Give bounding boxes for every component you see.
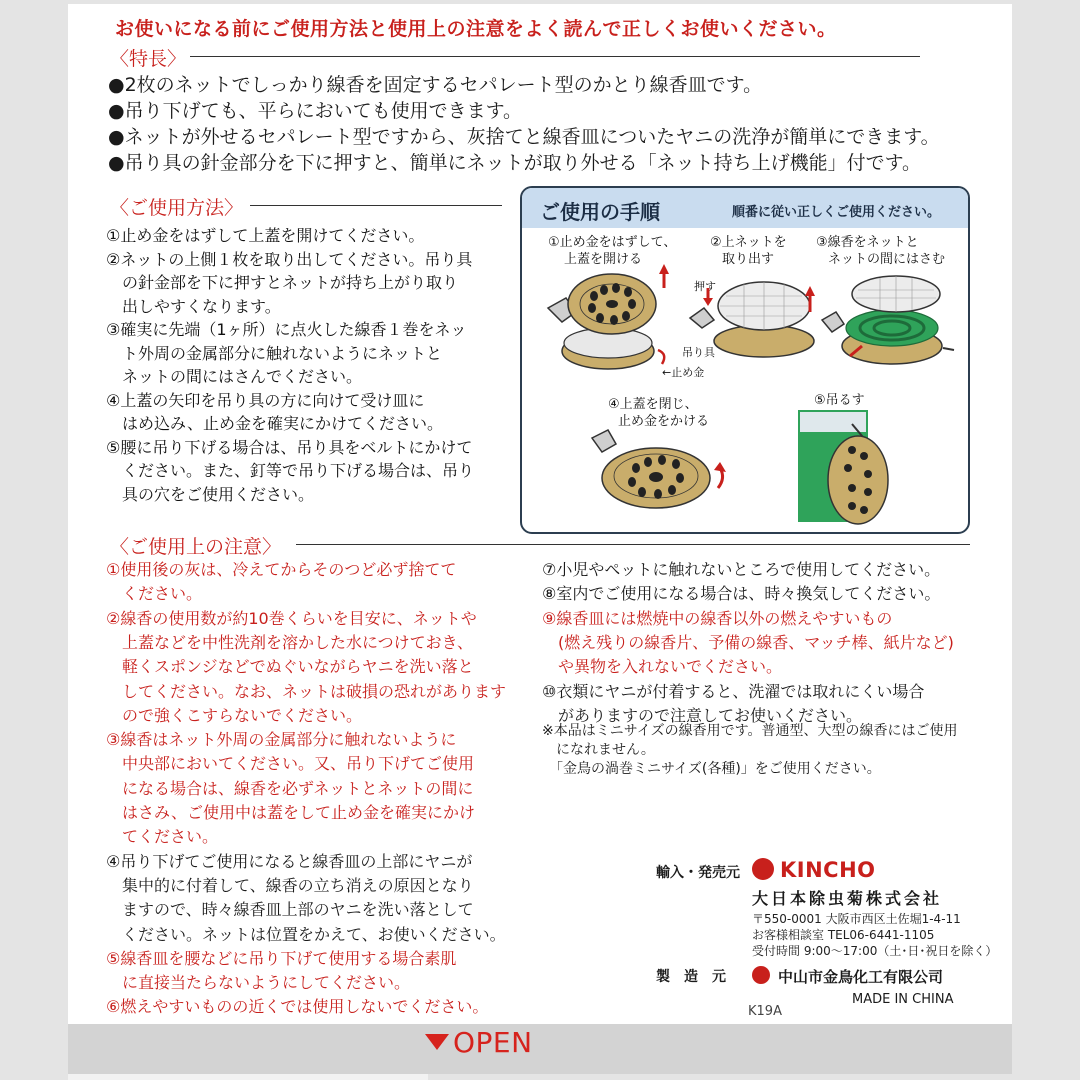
maker-label: 製 造 元 (656, 969, 726, 985)
caution-item: してください。なお、ネットは破損の恐れがあります (106, 681, 507, 701)
usage-line: ネットの間にはさんでください。 (106, 367, 363, 386)
usage-line: ください。また、釘等で吊り下げる場合は、吊り (106, 461, 475, 480)
usage-line: はめ込み、止め金を確実にかけてください。 (106, 414, 443, 433)
hanger-label: 吊り具 (682, 346, 715, 359)
usage-line: ⑤腰に吊り下げる場合は、吊り具をベルトにかけて (106, 437, 473, 457)
features-rule (190, 56, 920, 57)
step2-caption-line2: 取り出す (722, 252, 775, 267)
step2-caption-line1: ②上ネットを (710, 235, 787, 250)
usage-line: ③確実に先端（1ヶ所）に点火した線香１巻をネッ (106, 320, 467, 339)
usage-line: の針金部を下に押すとネットが持ち上がり取り (106, 273, 459, 292)
caution-item: ③線香はネット外周の金属部分に触れないように (106, 730, 457, 750)
step4-caption-line1: ④上蓋を閉じ、 (608, 397, 698, 412)
caution-item: ⑦小児やペットに触れないところで使用してください。 (542, 560, 941, 579)
caution-item: ください。ネットは位置をかえて、お使いください。 (106, 924, 506, 944)
step3-caption-line1: ③線香をネットと (816, 235, 919, 250)
caution-item: ②線香の使用数が約10巻くらいを目安に、ネットや (106, 608, 477, 628)
clasp-label: ←止め金 (662, 366, 705, 379)
caution-item: や異物を入れないでください。 (542, 657, 783, 677)
note-line: 「金鳥の渦巻ミニサイズ(各種)」をご使用ください。 (542, 761, 881, 777)
triangle-down-icon (425, 1034, 449, 1050)
usage-line: ④上蓋の矢印を吊り具の方に向けて受け皿に (106, 390, 425, 410)
feature-item: ●ネットが外せるセパレート型ですから、灰捨てと線香皿についたヤニの洗浄が簡単にできます。 (108, 126, 940, 148)
brand-logo: KINCHO (780, 858, 876, 882)
note-line: になれません。 (542, 742, 655, 758)
kincho-logo-icon (752, 858, 774, 880)
caution-item: ますので、時々線香皿上部のヤニを洗い落として (106, 900, 474, 920)
open-label: OPEN (453, 1026, 533, 1059)
step4-caption-line2: 止め金をかける (618, 414, 710, 429)
feature-item: ●吊り具の針金部分を下に押すと、簡単にネットが取り外せる「ネット持ち上げ機能」付です。 (108, 152, 922, 174)
caution-item: ので強くこすらないでください。 (106, 705, 363, 725)
header-warning: お使いになる前にご使用方法と使用上の注意をよく読んで正しくお使いください。 (115, 18, 837, 40)
caution-item: がありますので注意してお使いください。 (542, 705, 863, 725)
usage-line: ②ネットの上側１枚を取り出してください。吊り具 (106, 249, 473, 269)
caution-item: 軽くスポンジなどでぬぐいながらヤニを洗い落と (106, 657, 474, 677)
company-phone: お客様相談室 TEL06-6441-1105 (752, 928, 935, 942)
bottom-strip (68, 1074, 428, 1080)
caution-item: ⑩衣類にヤニが付着すると、洗濯では取れにくい場合 (542, 681, 925, 701)
company-hours: 受付時間 9:00～17:00（土･日･祝日を除く） (752, 944, 998, 958)
step1-illustration (548, 264, 669, 369)
importer-label: 輸入・発売元 (656, 865, 740, 881)
usage-title: 〈ご使用方法〉 (110, 197, 244, 219)
push-label: 押す (694, 280, 716, 293)
caution-item: ①使用後の灰は、冷えてからそのつど必ず捨てて (106, 560, 457, 579)
procedure-panel (520, 186, 970, 534)
maker-logo-icon (752, 966, 770, 984)
step4-illustration (592, 430, 726, 508)
caution-item: てください。 (106, 827, 219, 847)
caution-item: に直接当たらないようにしてください。 (106, 973, 411, 993)
step3-illustration (822, 276, 954, 364)
procedure-title: ご使用の手順 (540, 200, 660, 224)
caution-item: ⑥燃えやすいものの近くでは使用しないでください。 (106, 997, 489, 1017)
maker-name: 中山市金鳥化工有限公司 (778, 968, 944, 986)
caution-rule (296, 544, 970, 545)
note-line: ※本品はミニサイズの線香用です。普通型、大型の線香にはご使用 (542, 723, 958, 739)
step1-caption-line1: ①止め金をはずして、 (548, 235, 677, 250)
caution-item: ⑨線香皿には燃焼中の線香以外の燃えやすいもの (542, 608, 893, 628)
feature-item: ●2枚のネットでしっかり線香を固定するセパレート型のかとり線香皿です。 (108, 74, 763, 96)
usage-rule (250, 205, 502, 206)
caution-item: ⑧室内でご使用になる場合は、時々換気してください。 (542, 584, 941, 604)
caution-item: (燃え残りの線香片、予備の線香、マッチ棒、紙片など) (542, 632, 954, 652)
usage-line: ①止め金をはずして上蓋を開けてください。 (106, 226, 425, 245)
caution-item: はさみ、ご使用中は蓋をして止め金を確実にかけ (106, 803, 475, 822)
bottom-bar (68, 1024, 1012, 1074)
caution-item: ⑤線香皿を腰などに吊り下げて使用する場合素肌 (106, 948, 457, 968)
procedure-illustrations (522, 188, 968, 532)
usage-line: 出しやすくなります。 (106, 296, 281, 316)
feature-item: ●吊り下げても、平らにおいても使用できます。 (108, 100, 523, 122)
features-title: 〈特長〉 (110, 48, 187, 70)
caution-item: 中央部においてください。又、吊り下げてご使用 (106, 754, 475, 774)
open-tab[interactable] (425, 1026, 533, 1059)
caution-item: になる場合は、線香を必ずネットとネットの間に (106, 778, 474, 798)
step2-illustration (690, 282, 815, 357)
step5-caption: ⑤吊るす (814, 393, 865, 408)
caution-item: 集中的に付着して、線香の立ち消えの原因となり (106, 875, 474, 895)
usage-line: ト外周の金属部分に触れないようにネットと (106, 343, 443, 363)
caution-item: ください。 (106, 584, 203, 604)
caution-item: ④吊り下げてご使用になると線香皿の上部にヤニが (106, 851, 473, 871)
step3-caption-line2: ネットの間にはさむ (828, 252, 946, 267)
step1-caption-line2: 上蓋を開ける (564, 252, 643, 267)
company-name: 大日本除虫菊株式会社 (752, 889, 943, 908)
product-code: K19A (748, 1004, 782, 1019)
procedure-subtitle: 順番に従い正しくご使用ください。 (732, 205, 941, 220)
company-address: 〒550-0001 大阪市西区土佐堀1-4-11 (752, 912, 961, 926)
caution-title: 〈ご使用上の注意〉 (110, 536, 282, 558)
step5-illustration (798, 410, 888, 524)
usage-line: 具の穴をご使用ください。 (106, 484, 315, 504)
origin-label: MADE IN CHINA (852, 992, 954, 1007)
caution-item: 上蓋などを中性洗剤を溶かした水につけておき、 (106, 632, 474, 652)
